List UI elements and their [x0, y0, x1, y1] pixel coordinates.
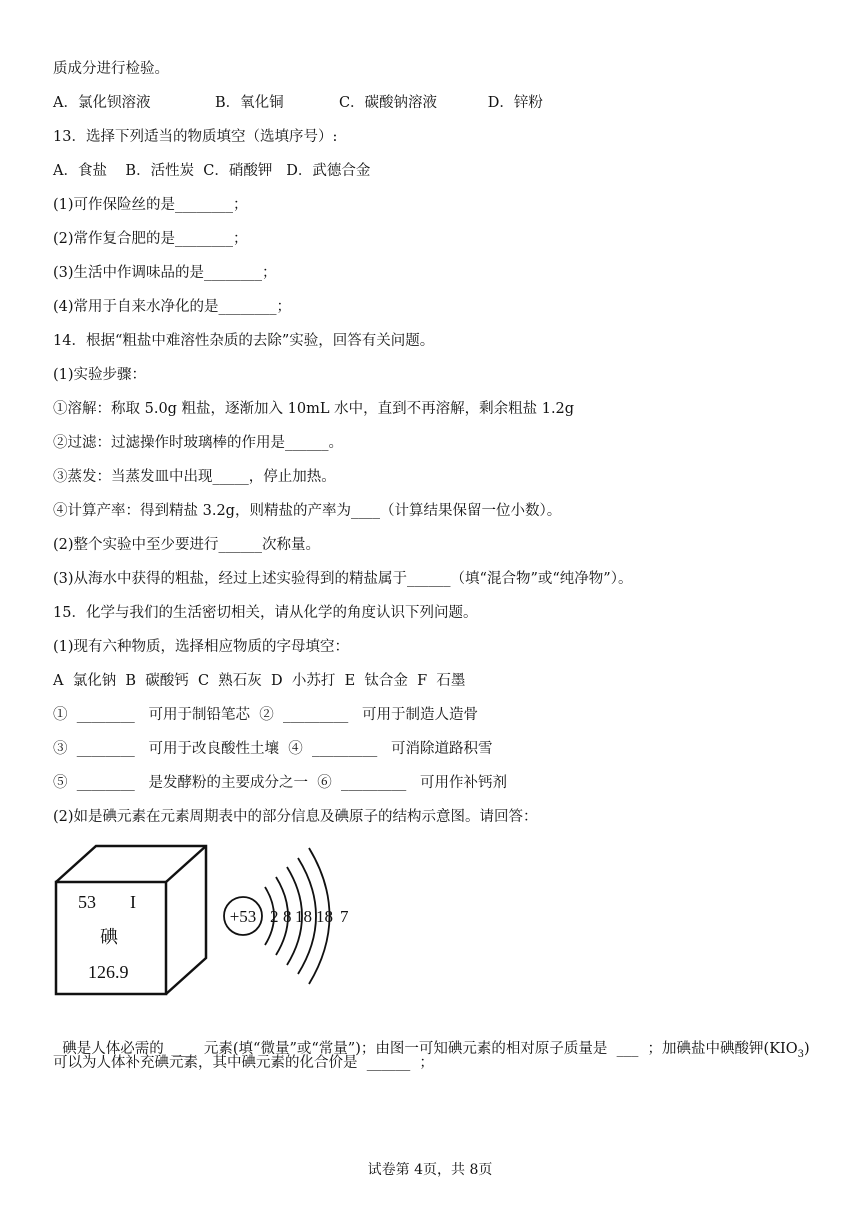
kio3-subscript: 3: [797, 1048, 805, 1060]
q14-step-4: ④计算产率：得到精盐 3.2g，则精盐的产率为____（计算结果保留一位小数）。: [53, 503, 562, 519]
q14-steps-heading: (1)实验步骤：: [53, 367, 147, 383]
periodic-table-cell: [56, 846, 206, 994]
atomic-number: 53: [78, 892, 96, 912]
options-q13: A．食盐 B．活性炭 C．硝酸钾 D．武德合金: [53, 163, 371, 179]
shell-electrons-3: 18: [295, 907, 312, 926]
text-line-1: 质成分进行检验。: [53, 61, 169, 77]
shell-electrons-1: 2: [270, 907, 279, 926]
atomic-mass: 126.9: [88, 962, 129, 982]
q15-substances: A 氯化钠 B 碳酸钙 C 熟石灰 D 小苏打 E 钛合金 F 石墨: [53, 673, 466, 689]
iodine-figure: [50, 840, 380, 1000]
q15-part-2: (2)如是碘元素在元素周期表中的部分信息及碘原子的结构示意图。请回答：: [53, 809, 538, 825]
shell-electrons-4: 18: [316, 907, 333, 926]
q14-part-3: (3)从海水中获得的粗盐，经过上述实验得到的精盐属于______（填“混合物”或“纯净物”）。: [53, 571, 633, 587]
q13-part-4: (4)常用于自来水净化的是________；: [53, 299, 292, 315]
question-13: 13．选择下列适当的物质填空（选填序号）:: [53, 129, 338, 145]
q14-part-2: (2)整个实验中至少要进行______次称量。: [53, 537, 321, 553]
q15-iodine-text: 碘是人体必需的 ___ 元素(填“微量”或“常量”)；由图一可知碘元素的相对原子质量是 ___ ；加碘盐中碘酸钾(KIO: [62, 1041, 798, 1057]
q13-part-2: (2)常作复合肥的是________；: [53, 231, 248, 247]
page-footer: 试卷第 4页，共 8页: [367, 1162, 493, 1178]
q15-iodine-text-end: ): [804, 1041, 810, 1057]
q15-blanks-row-3: ⑤ ________ 是发酵粉的主要成分之一 ⑥ _________ 可用作补钙剂: [53, 775, 508, 791]
q13-part-1: (1)可作保险丝的是________；: [53, 197, 248, 213]
shell-electrons-2: 8: [283, 907, 292, 926]
nucleus-charge: +53: [229, 907, 257, 926]
q15-blanks-row-2: ③ ________ 可用于改良酸性土壤 ④ _________ 可消除道路积雪: [53, 741, 493, 757]
question-14: 14．根据“粗盐中难溶性杂质的去除”实验，回答有关问题。: [53, 333, 435, 349]
element-symbol: I: [130, 892, 136, 912]
question-15: 15．化学与我们的生活密切相关，请从化学的角度认识下列问题。: [53, 605, 478, 621]
atom-structure-diagram: [224, 848, 349, 984]
q14-step-1: ①溶解：称取 5.0g 粗盐，逐渐加入 10mL 水中，直到不再溶解，剩余粗盐 1.2g: [53, 401, 575, 417]
options-q12: A．氯化钡溶液 B．氧化铜 C．碳酸钠溶液 D．锌粉: [53, 95, 543, 111]
q14-step-3: ③蒸发：当蒸发皿中出现_____，停止加热。: [53, 469, 336, 485]
q13-part-3: (3)生活中作调味品的是________；: [53, 265, 277, 281]
q15-blanks-row-1: ① ________ 可用于制铅笔芯 ② _________ 可用于制造人造骨: [53, 707, 479, 723]
element-name: 碘: [100, 927, 118, 947]
q14-step-2: ②过滤：过滤操作时玻璃棒的作用是______。: [53, 435, 343, 451]
q15-iodine-question-line-2: 可以为人体补充碘元素，其中碘元素的化合价是 ______ ；: [53, 1055, 434, 1071]
shell-electrons-5: 7: [340, 907, 349, 926]
q15-part-1: (1)现有六种物质，选择相应物质的字母填空：: [53, 639, 350, 655]
